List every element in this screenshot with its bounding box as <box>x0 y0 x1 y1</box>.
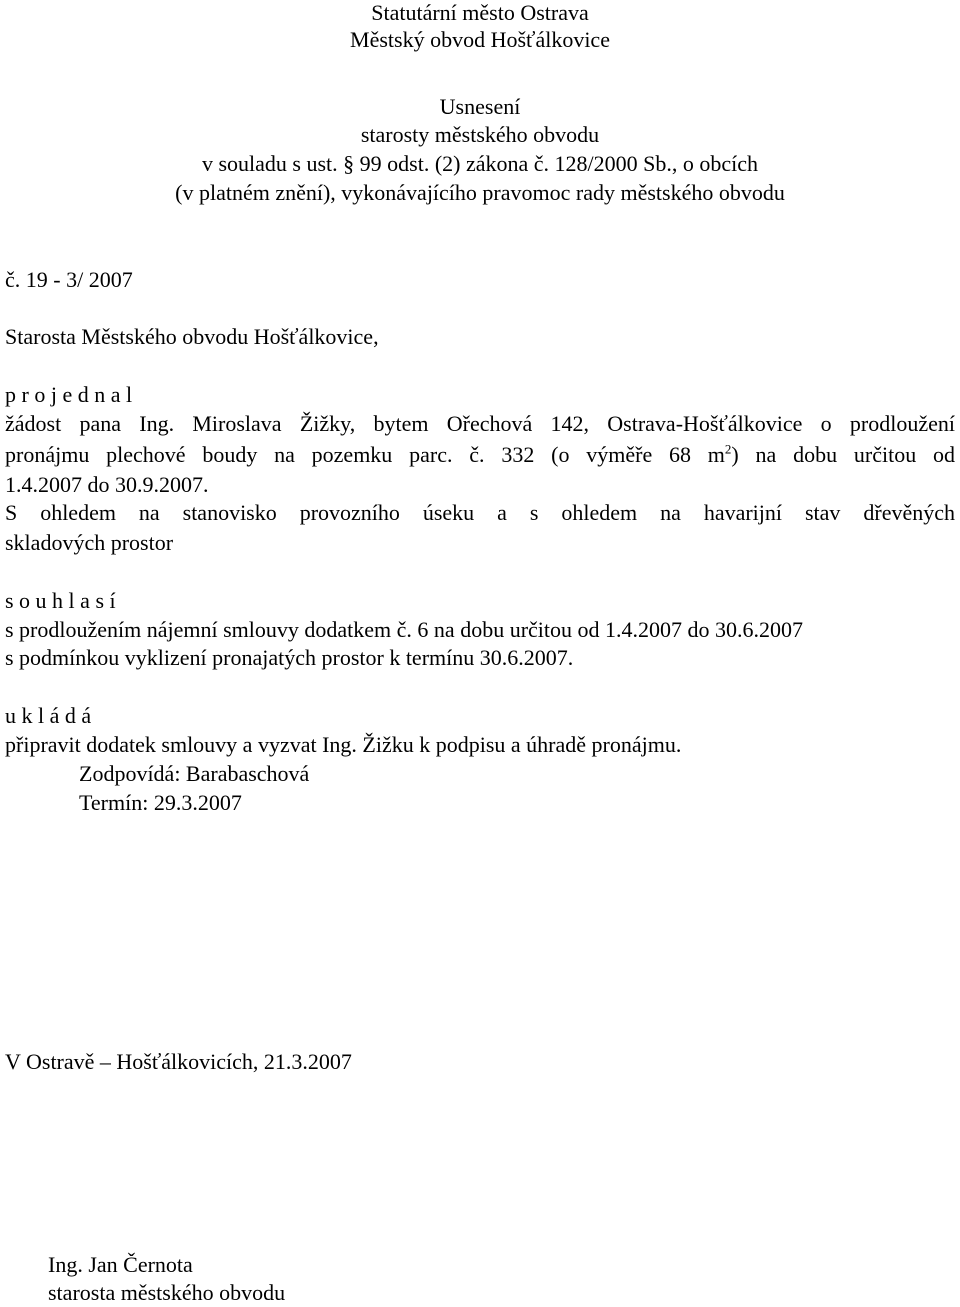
section1-text-line-1: žádost pana Ing. Miroslava Žižky, bytem Ořechová 142, Ostrava-Hošťálkovice o prodloužení <box>5 411 955 436</box>
section1-text-line-2: pronájmu plechové boudy na pozemku parc. č. 332 (o výměře 68 $m^2$) na dobu určitou od <box>5 441 956 467</box>
resolution-number: č. 19 - 3/ 2007 <box>5 267 133 292</box>
subject-line: Starosta Městského obvodu Hošťálkovice, <box>5 324 379 349</box>
section1-text-line-4: S ohledem na stanovisko provozního úseku a s ohledem na havarijní stav dřevěných <box>5 500 955 525</box>
section1-text-line-3: 1.4.2007 do 30.9.2007. <box>5 472 209 497</box>
place-and-date: V Ostravě – Hošťálkovicích, 21.3.2007 <box>5 1049 352 1074</box>
title-line-1: Usnesení <box>439 94 521 119</box>
header-district: Městský obvod Hošťálkovice <box>350 27 610 52</box>
section-keyword-uklada: u k l á d á <box>5 703 92 728</box>
signatory-name: Ing. Jan Černota <box>48 1252 193 1277</box>
responsible-person: Zodpovídá: Barabaschová <box>79 761 310 786</box>
title-line-4: (v platném znění), vykonávajícího pravomoc rady městského obvodu <box>175 180 785 205</box>
superscript-2: 2 <box>724 441 732 457</box>
section1-text-line-5: skladových prostor <box>5 530 174 555</box>
section-keyword-projednal: p r o j e d n a l <box>5 382 133 407</box>
section3-text-line-1: připravit dodatek smlouvy a vyzvat Ing. Žižku k podpisu a úhradě pronájmu. <box>5 732 682 757</box>
title-line-2: starosty městského obvodu <box>360 122 600 147</box>
signatory-role: starosta městského obvodu <box>48 1280 286 1305</box>
section-keyword-souhlasi: s o u h l a s í <box>5 588 116 613</box>
header-city: Statutární město Ostrava <box>371 0 589 25</box>
section2-text-line-2: s podmínkou vyklizení pronajatých prostor k termínu 30.6.2007. <box>5 645 574 670</box>
title-line-3: v souladu s ust. § 99 odst. (2) zákona č. 128/2000 Sb., o obcích <box>201 151 759 176</box>
deadline: Termín: 29.3.2007 <box>79 790 242 815</box>
section2-text-line-1: s prodloužením nájemní smlouvy dodatkem č. 6 na dobu určitou od 1.4.2007 do 30.6.2007 <box>5 617 804 642</box>
